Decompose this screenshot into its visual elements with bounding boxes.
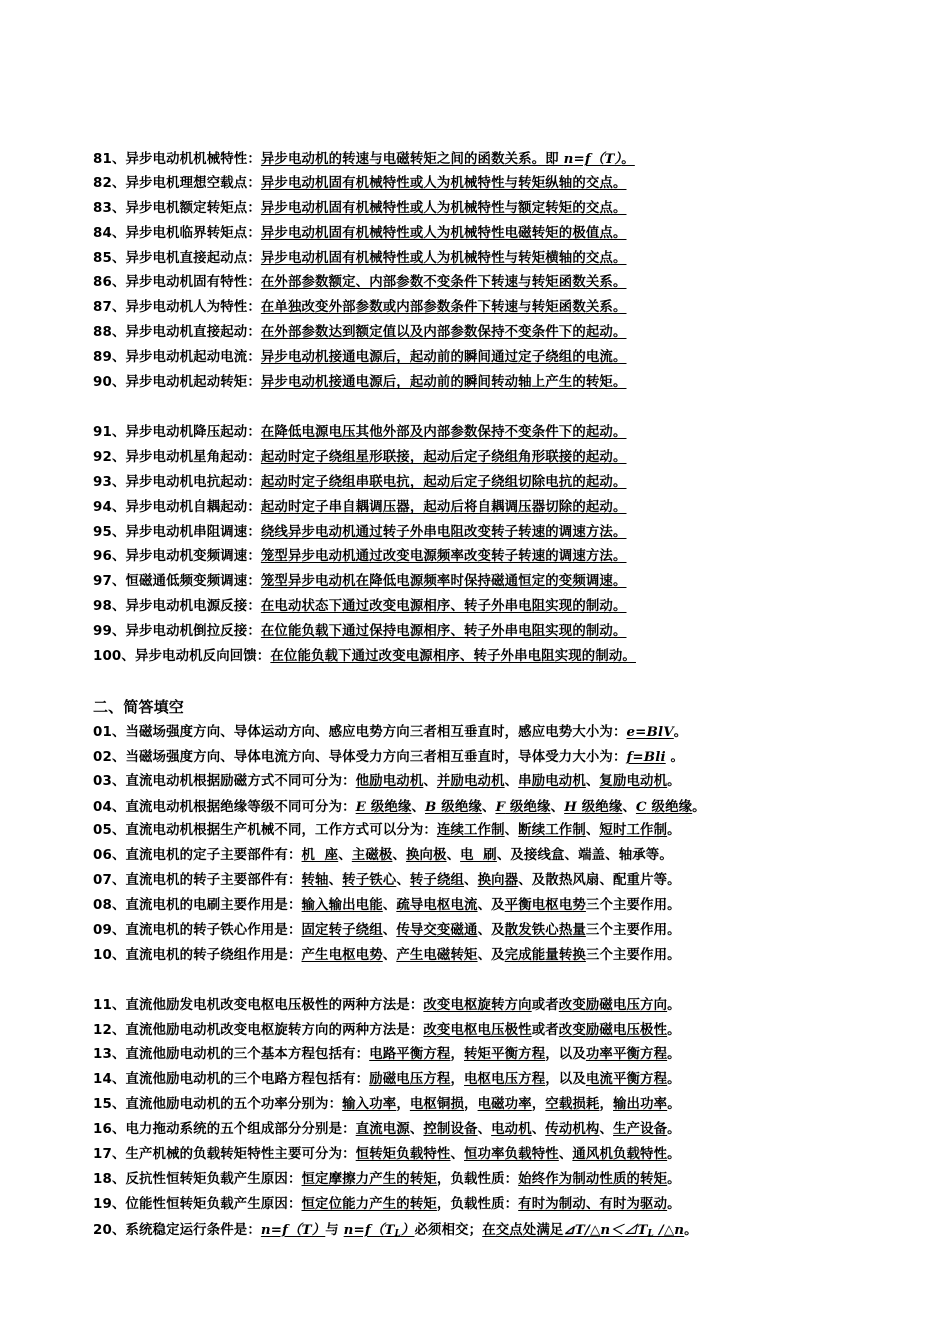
item-term: 、异步电动机固有特性： bbox=[111, 275, 261, 291]
item-definition: 起动时定子绕组串联电抗，起动后定子绕组切除电抗的起动。 bbox=[260, 474, 627, 490]
item-96 bbox=[93, 545, 923, 570]
item-definition: 起动时定子绕组星形联接，起动后定子绕组角形联接的起动。 bbox=[260, 449, 627, 465]
q-07: 07、直流电机的转子主要部件有：转轴、转子铁心、转子绕组、换向器、及散热风扇、配重片等。 bbox=[93, 873, 681, 889]
item-term: 、异步电机理想空载点： bbox=[111, 175, 261, 191]
item-definition: 异步电动机接通电源后，起动前的瞬间通过定子绕组的电流。 bbox=[260, 350, 627, 366]
q-01: 01、当磁场强度方向、导体运动方向、感应电势方向三者相互垂直时，感应电势大小为：e=BlV。 bbox=[93, 723, 688, 740]
item-definition: 异步电动机的转速与电磁转矩之间的函数关系。即 n=f（T）。 bbox=[260, 151, 635, 167]
item-term: 、异步电动机自耦起动： bbox=[111, 499, 261, 515]
item-definition: 在单独改变外部参数或内部参数条件下转速与转矩函数关系。 bbox=[260, 300, 627, 316]
item-97 bbox=[93, 570, 923, 595]
item-number: 84 bbox=[93, 225, 112, 241]
q-11: 11、直流他励发电机改变电枢电压极性的两种方法是：改变电枢旋转方向或者改变励磁电压方向。 bbox=[93, 997, 681, 1013]
item-definition: 起动时定子串自耦调压器，起动后将自耦调压器切除的起动。 bbox=[260, 499, 627, 515]
item-number: 98 bbox=[93, 599, 112, 615]
item-87 bbox=[93, 296, 923, 321]
q-17: 17、生产机械的负载转矩特性主要可分为：恒转矩负载特性、恒功率负载特性、通风机负载特性。 bbox=[93, 1147, 681, 1163]
definitions-91-100 bbox=[93, 421, 923, 670]
item-term: 、异步电动机降压起动： bbox=[111, 425, 261, 440]
item-90 bbox=[93, 371, 923, 396]
q-19: 19、位能性恒转矩负载产生原因：恒定位能力产生的转矩，负载性质：有时为制动、有时为驱动。 bbox=[93, 1196, 681, 1212]
item-number: 89 bbox=[93, 350, 112, 366]
item-definition: 在电动状态下通过改变电源相序、转子外串电阻实现的制动。 bbox=[260, 599, 627, 615]
item-number: 83 bbox=[93, 200, 112, 216]
q-13: 13、直流他励电动机的三个基本方程包括有：电路平衡方程，转矩平衡方程，以及功率平衡方程。 bbox=[93, 1047, 681, 1063]
item-number: 86 bbox=[93, 275, 112, 291]
item-94 bbox=[93, 496, 923, 521]
item-term: 、异步电动机直接起动： bbox=[111, 325, 261, 341]
item-definition: 在外部参数额定、内部参数不变条件下转速与转矩函数关系。 bbox=[260, 275, 627, 291]
item-definition: 绕线异步电动机通过转子外串电阻改变转子转速的调速方法。 bbox=[260, 524, 627, 540]
q-12: 12、直流他励电动机改变电枢旋转方向的两种方法是：改变电枢电压极性或者改变励磁电压极性。 bbox=[93, 1022, 681, 1038]
item-82 bbox=[93, 172, 923, 197]
item-definition: 笼型异步电动机通过改变电源频率改变转子转速的调速方法。 bbox=[260, 549, 627, 565]
item-term: 、异步电动机起动电流： bbox=[111, 350, 261, 366]
item-definition: 在位能负载下通过保持电源相序、转子外串电阻实现的制动。 bbox=[260, 624, 627, 640]
formula: n=f（T） bbox=[260, 1221, 326, 1238]
item-number: 82 bbox=[93, 175, 112, 191]
short-answer-section bbox=[93, 695, 923, 1243]
item-term: 、异步电动机起动转矩： bbox=[111, 375, 261, 391]
item-number: 97 bbox=[93, 574, 112, 590]
q-10: 10、直流电机的转子绕组作用是：产生电枢电势、产生电磁转矩、及完成能量转换三个主要作用。 bbox=[93, 947, 681, 963]
item-term: 、异步电动机星角起动： bbox=[111, 449, 261, 465]
item-definition: 异步电动机接通电源后，起动前的瞬间转动轴上产生的转矩。 bbox=[260, 375, 627, 391]
item-number: 88 bbox=[93, 325, 112, 341]
item-89 bbox=[93, 346, 923, 371]
item-term: 、异步电动机电抗起动： bbox=[111, 474, 261, 490]
item-number: 94 bbox=[93, 499, 112, 515]
item-93 bbox=[93, 471, 923, 496]
formula: e=BlV bbox=[626, 723, 674, 740]
q-05: 05、直流电动机根据生产机械不同，工作方式可以分为：连续工作制、断续工作制、短时工作制。 bbox=[93, 823, 681, 839]
q-18: 18、反抗性恒转矩负载产生原因：恒定摩擦力产生的转矩，负载性质：始终作为制动性质的转矩。 bbox=[93, 1171, 681, 1187]
item-definition: 在位能负载下通过改变电源相序、转子外串电阻实现的制动。 bbox=[270, 649, 636, 665]
spacer bbox=[93, 969, 923, 994]
item-number: 81 bbox=[93, 152, 112, 167]
item-definition: 异步电动机固有机械特性或人为机械特性电磁转矩的极值点。 bbox=[260, 225, 627, 241]
item-term: 、恒磁通低频变频调速： bbox=[111, 574, 261, 590]
item-number: 87 bbox=[93, 300, 112, 316]
item-98 bbox=[93, 595, 923, 620]
item-number: 95 bbox=[93, 524, 112, 540]
item-91 bbox=[93, 421, 923, 446]
item-81 bbox=[93, 147, 923, 172]
item-definition: 异步电动机固有机械特性或人为机械特性与额定转矩的交点。 bbox=[260, 200, 627, 216]
item-number: 90 bbox=[93, 375, 112, 391]
item-85 bbox=[93, 247, 923, 272]
item-99 bbox=[93, 620, 923, 645]
item-number: 96 bbox=[93, 549, 112, 565]
item-term: 、异步电动机电源反接： bbox=[111, 599, 261, 615]
q-14: 14、直流他励电动机的三个电路方程包括有：励磁电压方程，电枢电压方程，以及电流平衡方程。 bbox=[93, 1072, 681, 1088]
item-84 bbox=[93, 222, 923, 247]
q-02: 02、当磁场强度方向、导体电流方向、导体受力方向三者相互垂直时，导体受力大小为：f=Bli 。 bbox=[93, 748, 685, 765]
item-definition: 笼型异步电动机在降低电源频率时保持磁通恒定的变频调速。 bbox=[260, 574, 627, 590]
q-15: 15、直流他励电动机的五个功率分别为：输入功率，电枢铜损，电磁功率，空载损耗，输出功率。 bbox=[93, 1097, 681, 1113]
q-03: 03、直流电动机根据励磁方式不同可分为：他励电动机、并励电动机、串励电动机、复励电动机。 bbox=[93, 773, 681, 789]
q-08: 08、直流电机的电刷主要作用是：输入输出电能、疏导电枢电流、及平衡电枢电势三个主要作用。 bbox=[93, 898, 681, 914]
item-number: 100 bbox=[93, 649, 122, 665]
definitions-81-90 bbox=[93, 147, 923, 396]
item-definition: 异步电动机固有机械特性或人为机械特性与转矩横轴的交点。 bbox=[260, 250, 627, 266]
item-term: 、异步电动机串阻调速： bbox=[111, 524, 261, 540]
formula: f=Bli bbox=[626, 748, 666, 765]
formula: $n=f(T_L)$ bbox=[343, 1221, 415, 1239]
q-16: 16、电力拖动系统的五个组成部分分别是：直流电源、控制设备、电动机、传动机构、生产设备。 bbox=[93, 1122, 681, 1138]
item-95 bbox=[93, 521, 923, 546]
item-definition: 在降低电源电压其他外部及内部参数保持不变条件下的起动。 bbox=[260, 425, 627, 440]
formula: $⊿T/\triangle n<⊿T_L$ /△n bbox=[563, 1221, 685, 1239]
item-number: 91 bbox=[93, 425, 112, 440]
q-06: 06、直流电机的定子主要部件有：机 座、主磁极、换向极、电 刷、及接线盒、端盖、轴承等。 bbox=[93, 848, 673, 864]
item-term: 、异步电机额定转矩点： bbox=[111, 200, 261, 216]
item-83 bbox=[93, 197, 923, 222]
item-92 bbox=[93, 446, 923, 471]
item-number: 93 bbox=[93, 474, 112, 490]
item-term: 、异步电动机倒拉反接： bbox=[111, 624, 261, 640]
item-term: 、异步电机直接起动点： bbox=[111, 250, 261, 266]
q-04: 04、直流电动机根据绝缘等级不同可分为：E 级绝缘、B 级绝缘、F 级绝缘、H 级绝缘、C 级绝缘。 bbox=[93, 798, 706, 815]
item-86 bbox=[93, 271, 923, 296]
item-definition: 异步电动机固有机械特性或人为机械特性与转矩纵轴的交点。 bbox=[260, 175, 627, 191]
item-definition: 在外部参数达到额定值以及内部参数保持不变条件下的起动。 bbox=[260, 325, 627, 341]
formula: n=f（T） bbox=[563, 151, 622, 167]
item-term: 、异步电动机反向回馈： bbox=[121, 649, 271, 665]
q-09: 09、直流电机的转子铁心作用是：固定转子绕组、传导交变磁通、及散发铁心热量三个主要作用。 bbox=[93, 923, 681, 939]
item-number: 99 bbox=[93, 624, 112, 640]
item-88 bbox=[93, 321, 923, 346]
item-number: 85 bbox=[93, 250, 112, 266]
item-100 bbox=[93, 645, 923, 670]
section-heading: 二、简答填空 bbox=[93, 698, 184, 716]
item-term: 、异步电动机变频调速： bbox=[111, 549, 261, 565]
item-term: 、异步电动机人为特性： bbox=[111, 300, 261, 316]
item-term: 、异步电机临界转矩点： bbox=[111, 225, 261, 241]
q-20: 20、系统稳定运行条件是：n=f（T）与 $n=f(T_L)$必须相交；在交点处满足$⊿T/\triangle n<⊿T_L$ /△n。 bbox=[93, 1221, 698, 1239]
item-number: 92 bbox=[93, 449, 112, 465]
item-term: 、异步电动机机械特性： bbox=[111, 152, 261, 167]
